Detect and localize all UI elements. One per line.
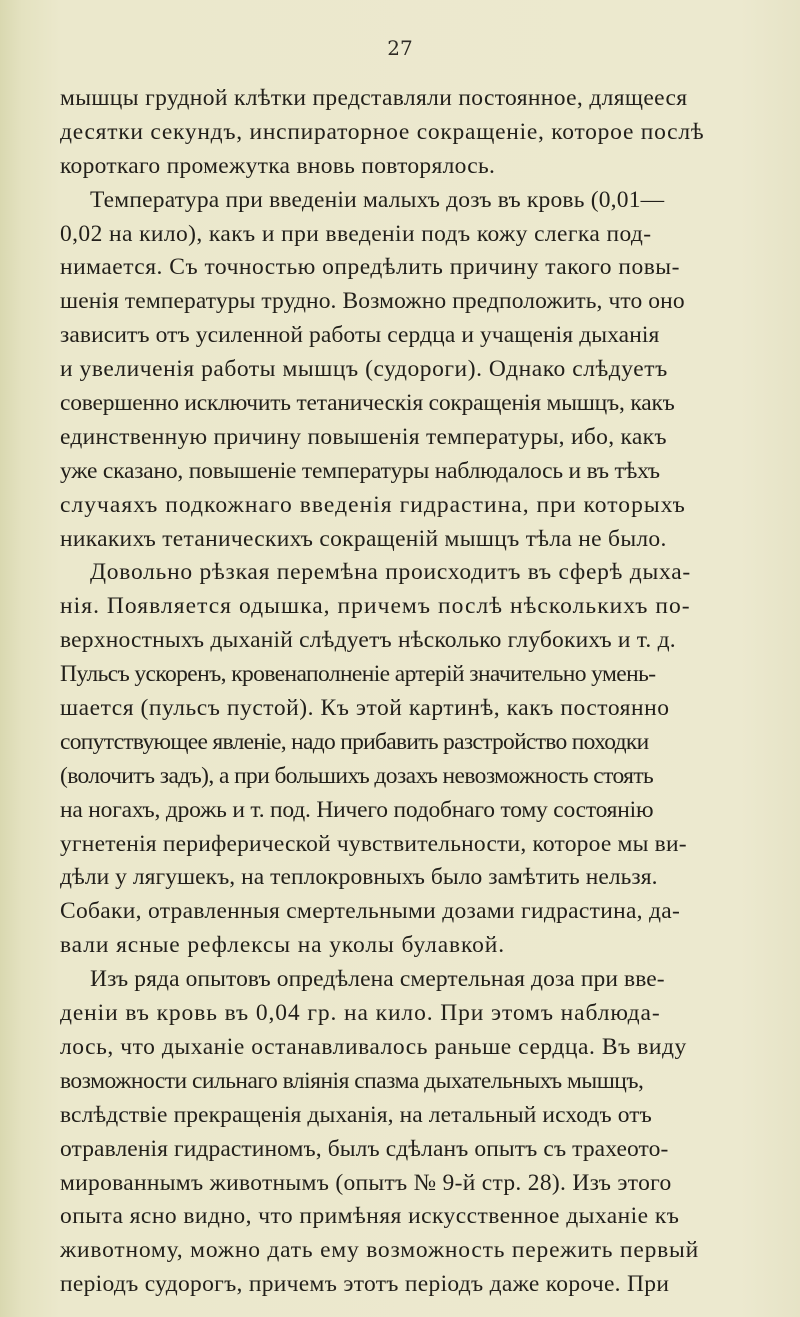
text-line: опыта ясно видно, что примѣняя искусственное дыханіе къ: [60, 1203, 680, 1230]
text-line: Температура при введеніи малыхъ дозъ въ кровь (0,01—: [90, 186, 665, 213]
text-line: вали ясные рефлексы на уколы булавкой.: [60, 932, 506, 959]
text-line: отравленія гидрастиномъ, былъ сдѣланъ опытъ съ трахеото-: [60, 1135, 669, 1162]
text-line: нія. Появляется одышка, причемъ послѣ нѣсколькихъ по-: [60, 593, 691, 620]
text-line: единственную причину повышенія температуры, ибо, какъ: [60, 423, 667, 450]
text-line: десятки секундъ, инспираторное сокращеніе, которое послѣ: [60, 118, 705, 145]
text-line: Довольно рѣзкая перемѣна происходитъ въ сферѣ дыха-: [90, 559, 691, 586]
text-line: мышцы грудной клѣтки представляли постоянное, длящееся: [60, 85, 688, 111]
text-line: деніи въ кровь въ 0,04 гр. на кило. При этомъ наблюда-: [60, 1000, 661, 1027]
text-line: случаяхъ подкожнаго введенія гидрастина, при которыхъ: [60, 491, 686, 518]
text-line: на ногахъ, дрожь и т. под. Ничего подобнаго тому состоянію: [60, 796, 654, 823]
text-line: (волочитъ задъ), а при большихъ дозахъ невозможность стоять: [60, 762, 654, 789]
text-line: вслѣдствіе прекращенія дыханія, на летальный исходъ отъ: [60, 1101, 652, 1128]
text-line: нимается. Съ точностью опредѣлить причину такого повы-: [60, 254, 680, 281]
text-line: дѣли у лягушекъ, на теплокровныхъ было замѣтить нельзя.: [60, 864, 658, 891]
text-line: никакихъ тетаническихъ сокращеній мышцъ тѣла не было.: [60, 525, 667, 552]
text-line: совершенно исключить тетаническія сокращенія мышцъ, какъ: [60, 390, 675, 417]
body-text: [60, 82, 750, 1302]
text-line: и увеличенія работы мышцъ (судороги). Однако слѣдуетъ: [60, 356, 668, 383]
text-line: мированнымъ животнымъ (опытъ № 9-й стр. 28). Изъ этого: [60, 1169, 672, 1196]
text-line: Изъ ряда опытовъ опредѣлена смертельная доза при вве-: [90, 966, 665, 993]
text-line: Собаки, отравленныя смертельными дозами гидрастина, да-: [60, 898, 681, 925]
text-line: лось, что дыханіе останавливалось раньше сердца. Въ виду: [60, 1033, 687, 1060]
text-line: періодъ судорогъ, причемъ этотъ періодъ даже короче. При: [60, 1271, 670, 1298]
text-line: возможности сильнаго вліянія спазма дыхательныхъ мышцъ,: [60, 1067, 644, 1094]
text-line: короткаго промежутка вновь повторялось.: [60, 152, 496, 179]
text-line: шается (пульсъ пустой). Къ этой картинѣ, какъ постоянно: [60, 695, 670, 722]
text-line: угнетенія периферической чувствительности, которое мы ви-: [60, 830, 687, 857]
text-line: Пульсъ ускоренъ, кровенаполненіе артерій значительно умень-: [60, 661, 656, 688]
text-line: 0,02 на кило), какъ и при введеніи подъ кожу слегка под-: [60, 220, 652, 247]
text-line: верхностныхъ дыханій слѣдуетъ нѣсколько глубокихъ и т. д.: [60, 627, 676, 654]
text-line: животному, можно дать ему возможность пережить первый: [60, 1237, 699, 1264]
text-line: шенія температуры трудно. Возможно предположить, что оно: [60, 288, 685, 315]
text-line: уже сказано, повышеніе температуры наблюдалось и въ тѣхъ: [60, 457, 660, 484]
page-number: 27: [387, 36, 413, 60]
text-line: сопутствующее явленіе, надо прибавить разстройство походки: [60, 728, 649, 755]
text-line: зависитъ отъ усиленной работы сердца и учащенія дыханія: [60, 322, 660, 349]
